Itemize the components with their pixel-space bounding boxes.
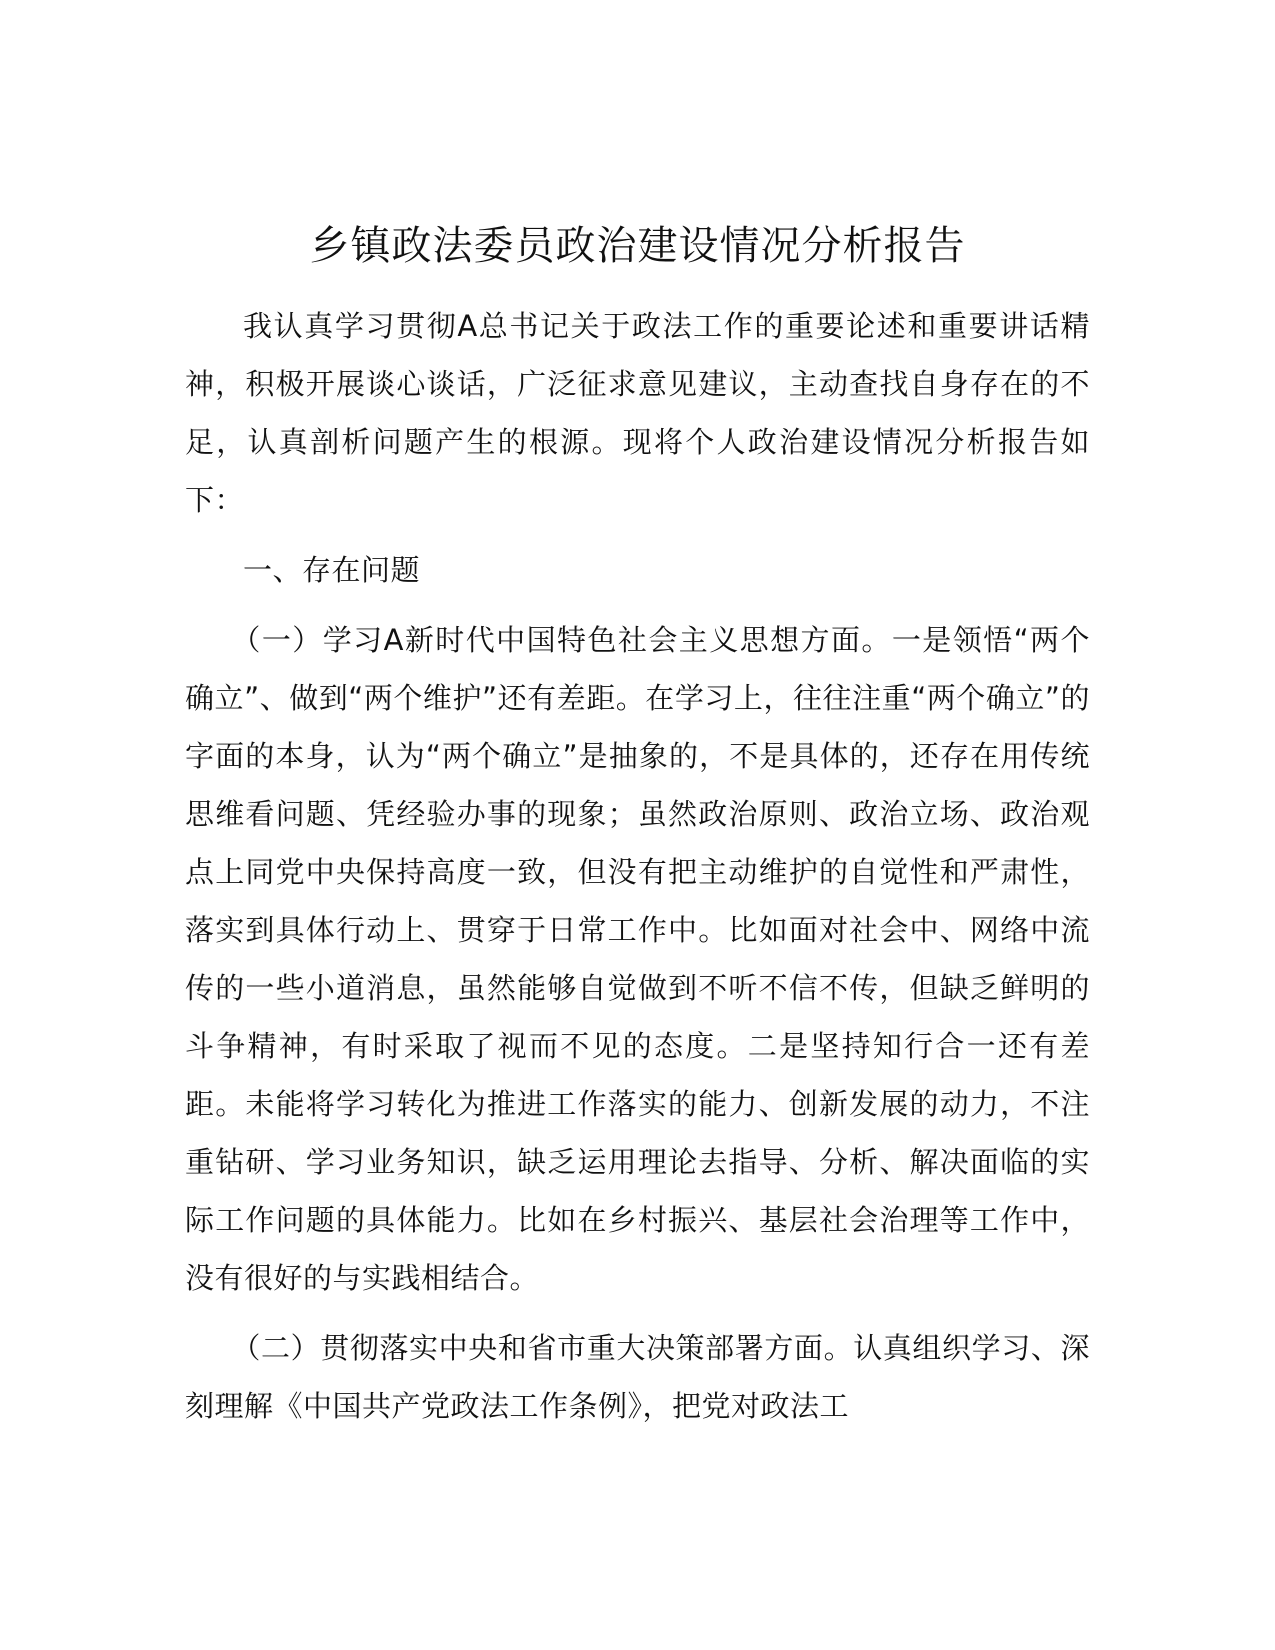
intro-paragraph: 我认真学习贯彻A总书记关于政法工作的重要论述和重要讲话精神，积极开展谈心谈话，广泛征求意见建议，主动查找自身存在的不足，认真剖析问题产生的根源。现将个人政治建设情况分析报告如下： xyxy=(185,309,1090,517)
section-heading: 一、存在问题 xyxy=(243,553,421,587)
subsection-2-paragraph: （二）贯彻落实中央和省市重大决策部署方面。认真组织学习、深刻理解《中国共产党政法工作条例》，把党对政法工 xyxy=(185,1331,1090,1423)
document-title: 乡镇政法委员政治建设情况分析报告 xyxy=(309,223,966,269)
subsection-1-paragraph: （一）学习A新时代中国特色社会主义思想方面。一是领悟“两个确立”、做到“两个维护”还有差距。在学习上，往往注重“两个确立”的字面的本身，认为“两个确立”是抽象的，不是具体的，还存在用传统思维看问题、凭经验办事的现象；虽然政治原则、政治立场、政治观点上同党中央保持高度一致，但没有把主动维护的自觉性和严肃性，落实到具体行动上、贯穿于日常工作中。比如面对社会中、网络中流传的一些小道消息，虽然能够自觉做到不听不信不传，但缺乏鲜明的斗争精神，有时采取了视而不见的态度。二是坚持知行合一还有差距。未能将学习转化为推进工作落实的能力、创新发展的动力，不注重钻研、学习业务知识，缺乏运用理论去指导、分析、解决面临的实际工作问题的具体能力。比如在乡村振兴、基层社会治理等工作中，没有很好的与实践相结合。 xyxy=(185,623,1090,1295)
document-body xyxy=(185,297,1090,1447)
